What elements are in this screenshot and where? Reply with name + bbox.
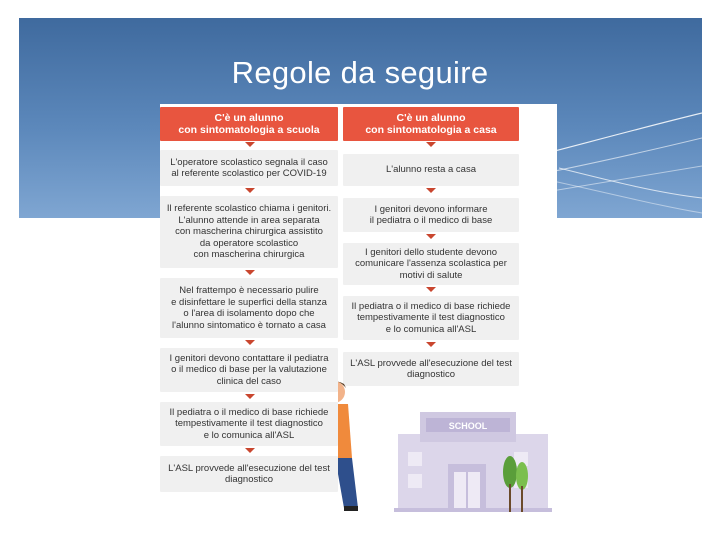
illustration [338,374,557,512]
arrow-down-icon [245,448,255,453]
right-step-5: L'ASL provvede all'esecuzione del test diagnostico [343,352,519,386]
arrow-down-icon [426,188,436,193]
arrow-down-icon [245,188,255,193]
left-step-6: L'ASL provvede all'esecuzione del test diagnostico [160,456,338,492]
school-sign: SCHOOL [448,421,488,431]
arrow-down-icon [245,142,255,147]
student-with-backpack-icon [338,381,376,512]
arrow-down-icon [426,287,436,292]
right-step-2: I genitori devono informare il pediatra o il medico di base [343,198,519,232]
arrow-down-icon [426,142,436,147]
right-column-header: C'è un alunno con sintomatologia a casa [343,107,519,141]
left-column-header: C'è un alunno con sintomatologia a scuola [160,107,338,141]
right-step-3: I genitori dello studente devono comunicare l'assenza scolastica per motivi di salute [343,243,519,285]
left-step-1: L'operatore scolastico segnala il caso al referente scolastico per COVID-19 [160,150,338,186]
arrow-down-icon [426,234,436,239]
arrow-down-icon [245,394,255,399]
left-step-3: Nel frattempo è necessario pulire e disinfettare le superfici della stanza o l'area di isolamento dopo che l'alunno sintomatico è tornato a casa [160,278,338,338]
arrow-down-icon [245,340,255,345]
arrow-down-icon [426,342,436,347]
arrow-down-icon [245,270,255,275]
right-step-4: Il pediatra o il medico di base richiede tempestivamente il test diagnostico e lo comunica all'ASL [343,296,519,340]
infographic [160,104,557,512]
right-step-1: L'alunno resta a casa [343,154,519,186]
left-step-5: Il pediatra o il medico di base richiede tempestivamente il test diagnostico e lo comunica all'ASL [160,402,338,446]
slide-title: Regole da seguire [231,55,489,90]
school-building-icon [394,412,552,512]
left-step-4: I genitori devono contattare il pediatra o il medico di base per la valutazione clinica del caso [160,348,338,392]
left-step-2: Il referente scolastico chiama i genitori. L'alunno attende in area separata con mascherina chirurgica assistito da operatore scolastico con mascherina chirurgica [160,196,338,268]
